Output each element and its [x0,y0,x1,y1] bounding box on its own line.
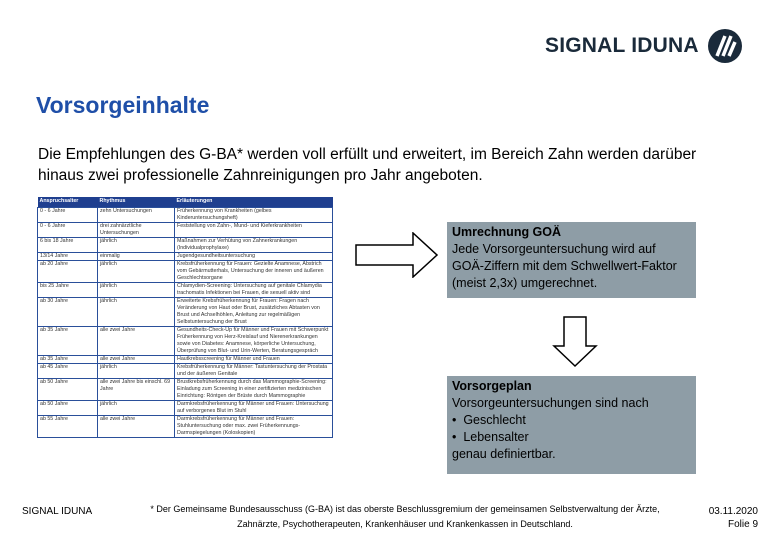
cell-note: Erweiterte Krebsfrüherkennung für Frauen: Fragen nach Veränderung von Haut oder Brust, zusätzliches Abtasten von Brust und Achselhöhlen, Anleitung zur regelmäßigen Selbstuntersuchung der Brust [175,297,333,326]
cell-note: Hautkrebsscreening für Männer und Frauen [175,355,333,363]
slide-title: Vorsorgeinhalte [36,92,210,118]
cell-age: 6 bis 18 Jahre [38,237,98,252]
cell-rhythm: jährlich [98,237,175,252]
table-row [38,237,333,252]
header-age: Anspruchsalter [38,197,98,207]
footnote: * Der Gemeinsame Bundesausschuss (G-BA) ist das oberste Beschlussgremium der gemeinsamen Selbstverwaltung der Ärzte, Zahnärzte, Psychotherapeuten, Krankenhäuser und Krankenkassen in Deutschland. [150,504,660,529]
cell-note: Chlamydien-Screening: Untersuchung auf genitale Chlamydia trachomatis Infektionen bei Frauen, die sexuell aktiv sind [175,282,333,297]
cell-rhythm: alle zwei Jahre [98,415,175,437]
intro-text: Die Empfehlungen des G-BA* werden voll erfüllt und erweitert, im Bereich Zahn werden darüber hinaus zwei professionelle Zahnreinigungen pro Jahr angeboten. [38,146,697,184]
cell-age: ab 35 Jahre [38,326,98,355]
cell-rhythm: jährlich [98,282,175,297]
cell-age: ab 50 Jahre [38,400,98,415]
cell-note: Früherkennung von Krankheiten (gelbes Kinderuntersuchungsheft) [175,207,333,222]
cell-rhythm: jährlich [98,400,175,415]
cell-rhythm: jährlich [98,297,175,326]
logo-mark-icon [707,28,743,64]
cell-rhythm: alle zwei Jahre [98,326,175,355]
table-row [38,297,333,326]
footer-date: 03.11.2020 [708,506,758,517]
footer-meta [700,505,758,531]
table-row [38,378,333,400]
table-row [38,222,333,237]
box2-heading: Vorsorgeplan [452,379,532,393]
logo-text: SIGNAL IDUNA [545,34,699,57]
footer-brand: SIGNAL IDUNA [22,506,93,517]
table-row [38,363,333,378]
prevention-plan-box: Vorsorgeplan Vorsorgeuntersuchungen sind nach • Geschlecht • Lebensalter genau definiertbar. [447,376,696,474]
cell-note: Brustkrebsfrüherkennung durch das Mammographie-Screening: Einladung zum Screening in einer zertifizierten medizinischen Einrichtung: Röntgen der Brüste durch Mammographie [175,378,333,400]
goa-conversion-box [447,222,696,298]
cell-age: ab 30 Jahre [38,297,98,326]
box2-item: Lebensalter [463,430,529,444]
arrow-down-icon [552,316,598,368]
cell-rhythm: alle zwei Jahre [98,355,175,363]
cell-age: ab 20 Jahre [38,260,98,282]
header-notes: Erläuterungen [175,197,333,207]
prevention-table [37,197,333,438]
table-row [38,400,333,415]
table-row [38,260,333,282]
cell-age: ab 45 Jahre [38,363,98,378]
cell-note: Maßnahmen zur Verhütung von Zahnerkrankungen (Individualprophylaxe) [175,237,333,252]
cell-age: ab 35 Jahre [38,355,98,363]
box2-text: Vorsorgeuntersuchungen sind nach [452,396,649,410]
cell-age: bis 25 Jahre [38,282,98,297]
table-row [38,282,333,297]
cell-note: Feststellung von Zahn-, Mund- und Kieferkrankheiten [175,222,333,237]
table-row [38,415,333,437]
cell-note: Krebsfrüherkennung für Frauen: Gezielte Anamnese, Abstrich vom Gebärmutterhals, Untersuchung der inneren und äußeren Geschlechtsorgane [175,260,333,282]
signal-iduna-logo [545,28,743,64]
box1-text: Jede Vorsorgeuntersuchung wird auf GOÄ-Ziffern mit dem Schwellwert-Faktor (meist 2,3x) umgerechnet. [452,242,677,290]
cell-rhythm: zehn Untersuchungen [98,207,175,222]
box2-item: Geschlecht [463,413,526,427]
table-row [38,252,333,260]
cell-note: Darmkrebsfrüherkennung für Männer und Frauen: Stuhluntersuchung oder max. zwei Früherkennungs-Darmspiegelungen (Koloskopien) [175,415,333,437]
table-row [38,207,333,222]
cell-age: 13/14 Jahre [38,252,98,260]
slide-number: Folie 9 [727,519,758,530]
cell-age: ab 55 Jahre [38,415,98,437]
header-rhythm: Rhythmus [98,197,175,207]
cell-rhythm: alle zwei Jahre bis einschl. 69 Jahre [98,378,175,400]
cell-rhythm: einmalig [98,252,175,260]
cell-note: Krebsfrüherkennung für Männer: Tastuntersuchung der Prostata und der äußeren Genitale [175,363,333,378]
table-row [38,355,333,363]
cell-rhythm: jährlich [98,260,175,282]
cell-rhythm: drei zahnärztliche Untersuchungen [98,222,175,237]
cell-note: Jugendgesundheitsuntersuchung [175,252,333,260]
table-row [38,326,333,355]
cell-age: 0 - 6 Jahre [38,222,98,237]
box2-tail: genau definiertbar. [452,447,556,461]
box1-heading: Umrechnung GOÄ [452,225,562,239]
cell-age: ab 50 Jahre [38,378,98,400]
cell-note: Darmkrebsfrüherkennung für Männer und Frauen: Untersuchung auf verborgenes Blut im Stuhl [175,400,333,415]
cell-note: Gesundheits-Check-Up für Männer und Frauen mit Schwerpunkt Früherkennung von Herz-Kreislauf und Nierenerkrankungen sowie von Diabetes: Anamnese, körperliche Untersuchung, Überprüfung von Blut- und Urin-Werten, Beratungsgespräch [175,326,333,355]
cell-age: 0 - 6 Jahre [38,207,98,222]
arrow-right-icon [355,232,439,278]
cell-rhythm: jährlich [98,363,175,378]
